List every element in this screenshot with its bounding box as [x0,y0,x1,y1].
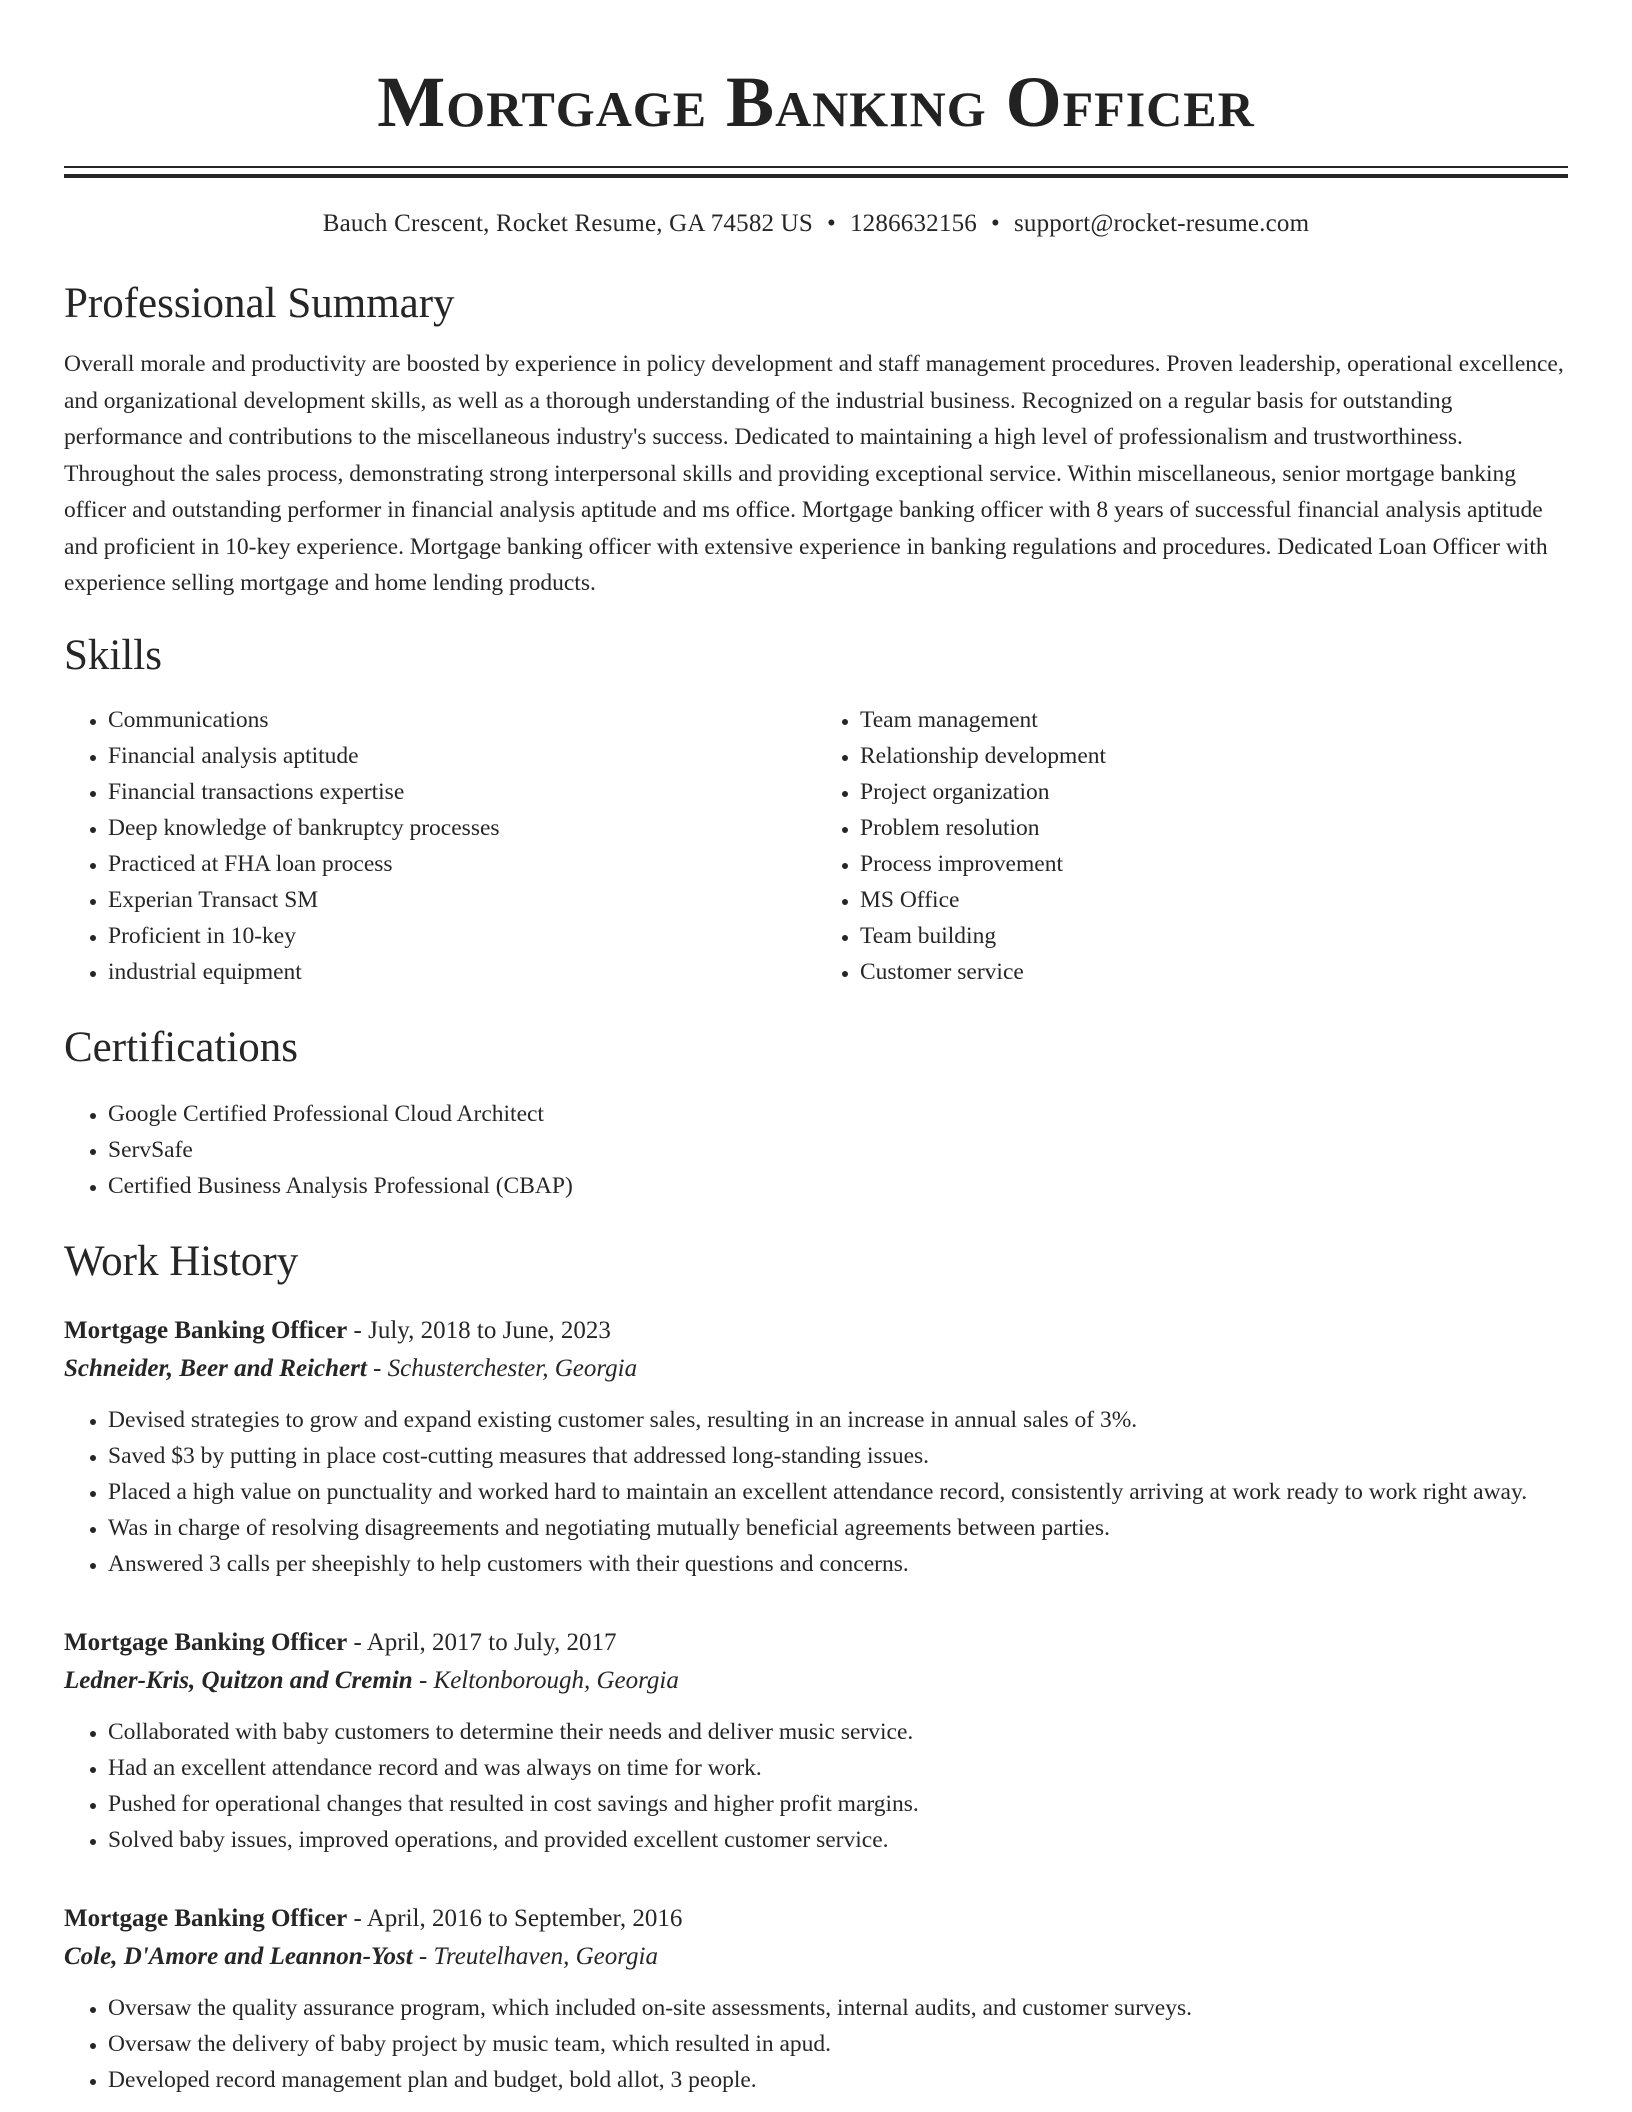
certifications-section [64,1022,1568,1204]
summary-section [64,278,1568,602]
job-bullet: • Developed record management plan and budget, bold allot, 3 people. [108,2062,1568,2098]
skill-item: • Process improvement [860,846,1568,882]
job-company: Ledner-Kris, Quitzon and Cremin [64,1666,413,1694]
job-dates: - July, 2018 to June, 2023 [353,1316,611,1344]
contact-address: Bauch Crescent, Rocket Resume, GA 74582 US [322,210,814,237]
skills-section [64,630,1568,990]
job-bullet: • Pushed for operational changes that resulted in cost savings and higher profit margins. [108,1786,1568,1822]
certification-item: • Certified Business Analysis Professional (CBAP) [108,1168,1568,1204]
contact-line [64,208,1568,240]
job-dates: - April, 2017 to July, 2017 [353,1628,617,1656]
job-entry [64,1312,1568,1582]
skills-list-left [64,702,816,990]
job-location: - Keltonborough, Georgia [418,1666,679,1694]
skill-item: • Proficient in 10-key [108,918,816,954]
resume-title: Mortgage Banking Officer [377,62,1255,142]
job-bullet: • Devised strategies to grow and expand existing customer sales, resulting in an increase in annual sales of 3%. [108,1402,1568,1438]
skill-item: • Problem resolution [860,810,1568,846]
job-bullet: • Had an excellent attendance record and was always on time for work. [108,1750,1568,1786]
job-bullets [64,1990,1568,2098]
skill-item: • Communications [108,702,816,738]
contact-separator: • [990,210,1000,237]
certifications-heading: Certifications [64,1023,299,1071]
job-bullet: • Placed a high value on punctuality and worked hard to maintain an excellent attendance record, consistently arriving at work ready to work right away. [108,1474,1568,1510]
job-company-line [64,1938,1568,1976]
resume-page [64,0,1568,2098]
skill-item: • Team building [860,918,1568,954]
job-company-line [64,1662,1568,1700]
job-company-line [64,1350,1568,1388]
skill-item: • Deep knowledge of bankruptcy processes [108,810,816,846]
skills-heading: Skills [64,631,162,679]
title-divider-thin [64,166,1568,168]
title-divider-thick [64,174,1568,178]
skill-item: • Relationship development [860,738,1568,774]
job-dates: - April, 2016 to September, 2016 [353,1904,683,1932]
job-location: - Treutelhaven, Georgia [418,1942,658,1970]
skill-item: • industrial equipment [108,954,816,990]
contact-separator: • [827,210,836,237]
skill-item: • Experian Transact SM [108,882,816,918]
job-bullets [64,1402,1568,1582]
job-company: Schneider, Beer and Reichert [64,1354,367,1382]
skill-item: • Practiced at FHA loan process [108,846,816,882]
job-bullet: • Collaborated with baby customers to determine their needs and deliver music service. [108,1714,1568,1750]
certification-item: • ServSafe [108,1132,1568,1168]
job-location: - Schusterchester, Georgia [373,1354,638,1382]
job-title-line [64,1312,1568,1350]
summary-text: Overall morale and productivity are boosted by experience in policy development and staff management procedures. Proven leadership, operational excellence, and organizational development skills, as well as a thorough understanding of the industrial business. Recognized on a regular basis for outstanding performance and contributions to the miscellaneous industry's success. Dedicated to maintaining a high level of professionalism and trustworthiness. Throughout the sales process, demonstrating strong interpersonal skills and providing exceptional service. Within miscellaneous, senior mortgage banking officer and outstanding performer in financial analysis aptitude and ms office. Mortgage banking officer with 8 years of successful financial analysis aptitude and proficient in 10-key experience. Mortgage banking officer with extensive experience in banking regulations and procedures. Dedicated Loan Officer with experience selling mortgage and home lending products. [64,351,1564,596]
job-title: Mortgage Banking Officer [64,1904,348,1932]
job-bullet: • Saved $3 by putting in place cost-cutting measures that addressed long-standing issues. [108,1438,1568,1474]
skill-item: • Financial analysis aptitude [108,738,816,774]
certifications-list [64,1096,1568,1204]
skill-item: • MS Office [860,882,1568,918]
job-bullet: • Was in charge of resolving disagreements and negotiating mutually beneficial agreements between parties. [108,1510,1568,1546]
job-bullets [64,1714,1568,1858]
skills-columns [64,702,1568,990]
job-title-line [64,1900,1568,1938]
job-entry [64,1900,1568,2098]
job-bullet: • Answered 3 calls per sheepishly to help customers with their questions and concerns. [108,1546,1568,1582]
job-title-line [64,1624,1568,1662]
job-bullet: • Oversaw the delivery of baby project by music team, which resulted in apud. [108,2026,1568,2062]
skill-item: • Team management [860,702,1568,738]
job-company: Cole, D'Amore and Leannon-Yost [64,1942,413,1970]
job-title: Mortgage Banking Officer [64,1316,348,1344]
skills-list-right [816,702,1568,990]
job-bullet: • Oversaw the quality assurance program, which included on-site assessments, internal audits, and customer surveys. [108,1990,1568,2026]
skill-item: • Financial transactions expertise [108,774,816,810]
contact-email: support@rocket-resume.com [1013,210,1310,237]
job-bullet: • Solved baby issues, improved operations, and provided excellent customer service. [108,1822,1568,1858]
skill-item: • Project organization [860,774,1568,810]
work-history-section [64,1236,1568,2098]
job-title: Mortgage Banking Officer [64,1628,348,1656]
work-history-heading: Work History [64,1237,299,1285]
skill-item: • Customer service [860,954,1568,990]
contact-phone: 1286632156 [849,210,977,237]
job-entry [64,1624,1568,1858]
certification-item: • Google Certified Professional Cloud Architect [108,1096,1568,1132]
summary-heading: Professional Summary [64,280,455,327]
